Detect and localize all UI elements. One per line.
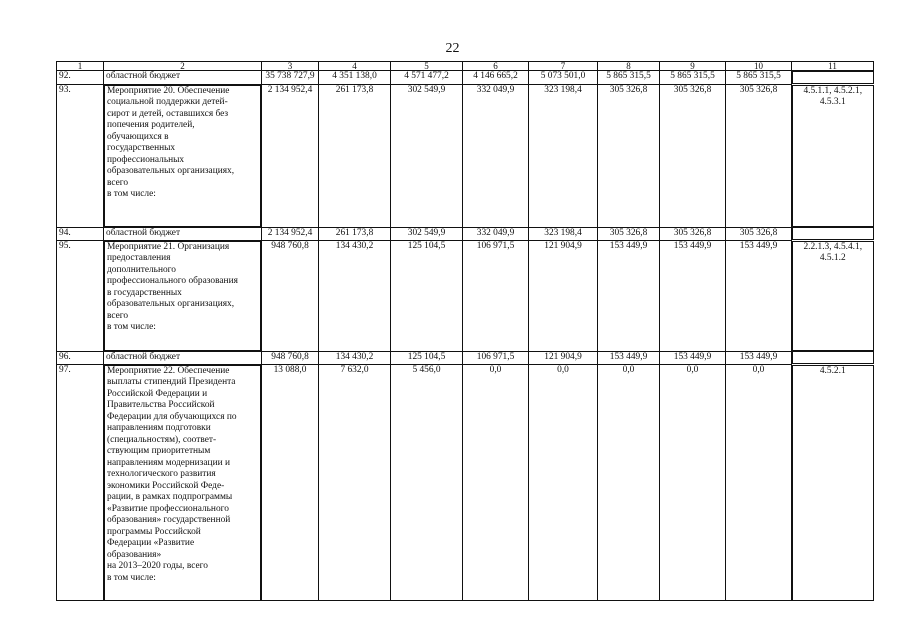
value-cell: 0,0 (598, 364, 660, 601)
value-cell: 153 449,9 (660, 240, 726, 351)
table-row (57, 227, 874, 240)
column-header: 1 (57, 62, 104, 71)
row-title: областной бюджет (104, 351, 262, 364)
row-title: Мероприятие 21. Организация предоставления дополнительного профессионального образования в государственных образовательных организациях, всего в том числе: (104, 241, 261, 351)
value-cell: 4 146 665,2 (463, 71, 529, 85)
value-cell: 134 430,2 (319, 240, 391, 351)
value-cell: 106 971,5 (463, 351, 529, 364)
table-row (57, 84, 874, 227)
value-cell: 0,0 (529, 364, 598, 601)
value-cell: 134 430,2 (319, 351, 391, 364)
value-cell: 261 173,8 (319, 227, 391, 240)
value-cell: 305 326,8 (660, 227, 726, 240)
row-title: областной бюджет (104, 227, 262, 240)
row-title: областной бюджет (104, 71, 262, 85)
value-cell: 2 134 952,4 (262, 84, 319, 227)
value-cell: 0,0 (463, 364, 529, 601)
value-cell: 302 549,9 (391, 84, 463, 227)
column-header: 11 (792, 62, 874, 71)
value-cell: 261 173,8 (319, 84, 391, 227)
header-row (57, 62, 874, 71)
table-row (57, 351, 874, 364)
code-cell (792, 351, 874, 364)
budget-table (56, 61, 874, 601)
column-header: 4 (319, 62, 391, 71)
value-cell: 125 104,5 (391, 240, 463, 351)
row-number: 96. (57, 351, 104, 364)
value-cell: 305 326,8 (726, 227, 792, 240)
code-cell (792, 71, 874, 84)
column-header: 2 (104, 62, 262, 71)
row-number: 95. (57, 240, 104, 351)
value-cell: 305 326,8 (598, 84, 660, 227)
value-cell: 4 351 138,0 (319, 71, 391, 85)
value-cell: 5 865 315,5 (726, 71, 792, 85)
row-number: 97. (57, 364, 104, 601)
page-number: 22 (445, 41, 460, 56)
value-cell: 323 198,4 (529, 227, 598, 240)
value-cell: 948 760,8 (262, 351, 319, 364)
value-cell: 4 571 477,2 (391, 71, 463, 85)
value-cell: 305 326,8 (598, 227, 660, 240)
row-number: 93. (57, 84, 104, 227)
row-title: Мероприятие 20. Обеспечение социальной поддержки детей- сирот и детей, оставшихся без попечения родителей, обучающихся в государственных профессиональных образовательных организациях, всего в том числе: (104, 85, 261, 227)
value-cell: 125 104,5 (391, 351, 463, 364)
value-cell: 5 865 315,5 (598, 71, 660, 85)
code-cell: 2.2.1.3, 4.5.4.1, 4.5.1.2 (792, 241, 874, 351)
value-cell: 332 049,9 (463, 84, 529, 227)
value-cell: 5 865 315,5 (660, 71, 726, 85)
value-cell: 13 088,0 (262, 364, 319, 601)
row-title: Мероприятие 22. Обеспечение выплаты стипендий Президента Российской Федерации и Правительства Российской Федерации для обучающихся по направлениям подготовки (специальностям), соответ- ствующим приоритетным направлениям модернизации и технологического развития экономики Российской Феде- рации, в рамках подпрограммы «Развитие профессионального образования» государственной программы Российской Федерации «Развитие образования» на 2013–2020 годы, всего в том числе: (104, 365, 261, 601)
value-cell: 7 632,0 (319, 364, 391, 601)
column-header: 5 (391, 62, 463, 71)
value-cell: 35 738 727,9 (262, 71, 319, 85)
value-cell: 153 449,9 (726, 351, 792, 364)
code-cell: 4.5.1.1, 4.5.2.1, 4.5.3.1 (792, 85, 874, 227)
code-cell (792, 227, 874, 240)
row-number: 94. (57, 227, 104, 240)
value-cell: 0,0 (726, 364, 792, 601)
column-header: 7 (529, 62, 598, 71)
value-cell: 5 073 501,0 (529, 71, 598, 85)
row-number: 92. (57, 71, 104, 85)
value-cell: 153 449,9 (598, 240, 660, 351)
value-cell: 2 134 952,4 (262, 227, 319, 240)
value-cell: 302 549,9 (391, 227, 463, 240)
value-cell: 0,0 (660, 364, 726, 601)
value-cell: 153 449,9 (726, 240, 792, 351)
value-cell: 5 456,0 (391, 364, 463, 601)
table-row (57, 240, 874, 351)
value-cell: 121 904,9 (529, 240, 598, 351)
value-cell: 305 326,8 (660, 84, 726, 227)
value-cell: 153 449,9 (598, 351, 660, 364)
column-header: 6 (463, 62, 529, 71)
column-header: 8 (598, 62, 660, 71)
column-header: 9 (660, 62, 726, 71)
value-cell: 106 971,5 (463, 240, 529, 351)
value-cell: 948 760,8 (262, 240, 319, 351)
column-header: 10 (726, 62, 792, 71)
value-cell: 121 904,9 (529, 351, 598, 364)
code-cell: 4.5.2.1 (792, 365, 874, 601)
value-cell: 153 449,9 (660, 351, 726, 364)
table-row (57, 71, 874, 85)
value-cell: 323 198,4 (529, 84, 598, 227)
table-row (57, 364, 874, 601)
column-header: 3 (262, 62, 319, 71)
value-cell: 305 326,8 (726, 84, 792, 227)
value-cell: 332 049,9 (463, 227, 529, 240)
